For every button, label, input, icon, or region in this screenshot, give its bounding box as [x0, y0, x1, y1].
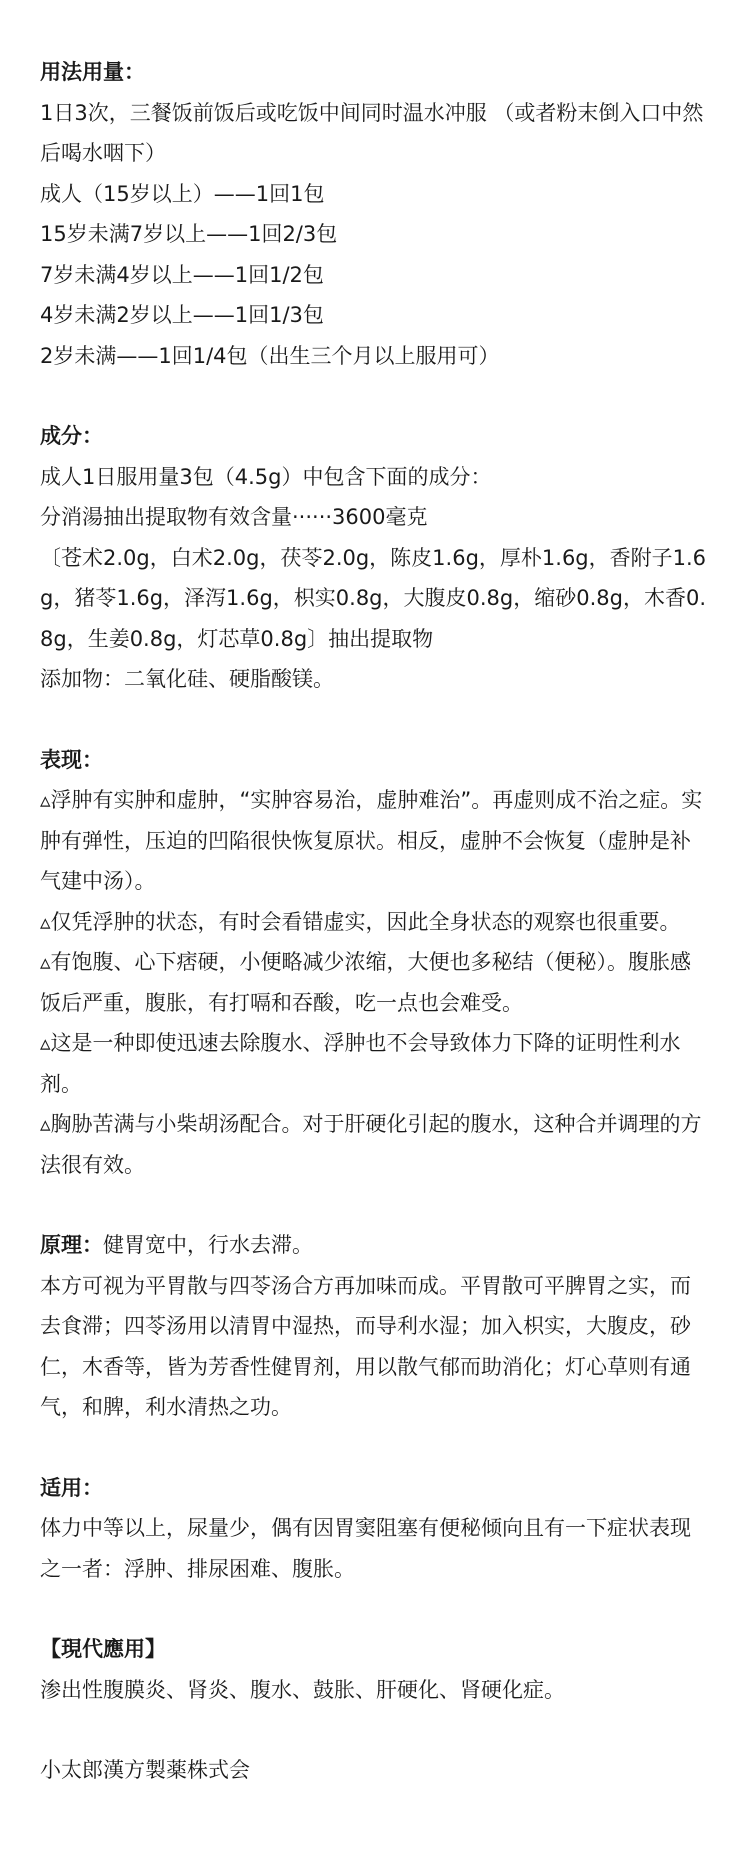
symptoms-section: [40, 740, 710, 1186]
usage-line: 7岁未满4岁以上——1回1/2包: [40, 262, 324, 287]
symptoms-heading: 表现：: [40, 747, 103, 772]
ingredients-section: [40, 416, 710, 700]
principle-heading: 原理：: [40, 1233, 103, 1257]
principle-section: [40, 1225, 710, 1428]
ingredients-line: 成人1日服用量3包（4.5g）中包含下面的成分：: [40, 464, 492, 489]
footer-section: [40, 1750, 710, 1791]
usage-line: 15岁未满7岁以上——1回2/3包: [40, 222, 338, 246]
symptoms-line: ▵仅凭浮肿的状态，有时会看错虚实，因此全身状态的观察也很重要。: [40, 909, 681, 934]
symptoms-line: ▵这是一种即使迅速去除腹水、浮肿也不会导致体力下降的证明性利水剂。: [40, 1031, 681, 1096]
modern-application-heading: 【現代應用】: [40, 1637, 166, 1661]
company-name: 小太郎漢方製薬株式会: [40, 1758, 250, 1782]
symptoms-line: ▵浮肿有实肿和虚肿，“实肿容易治，虚肿难治”。再虚则成不治之症。实肿有弹性，压迫的凹陷很快恢复原状。相反，虚肿不会恢复（虚肿是补气建中汤）。: [40, 788, 703, 893]
ingredients-line: 〔苍术2.0g，白术2.0g，茯苓2.0g，陈皮1.6g，厚朴1.6g，香附子1.6g，猪苓1.6g，泽泻1.6g，枳实0.8g，大腹皮0.8g，缩砂0.8g，木香0.8g，生姜0.8g，灯芯草0.8g〕抽出提取物: [40, 545, 707, 651]
indications-heading: 适用：: [40, 1475, 103, 1500]
usage-line: 1日3次，三餐饭前饭后或吃饭中间同时温水冲服 （或者粉末倒入口中然后喝水咽下）: [40, 100, 704, 165]
usage-line: 2岁未满——1回1/4包（出生三个月以上服用可）: [40, 343, 500, 368]
ingredients-line: 添加物：二氧化硅、硬脂酸镁。: [40, 667, 334, 691]
ingredients-line: 分消湯抽出提取物有效含量······3600毫克: [40, 505, 428, 529]
symptoms-line: ▵有饱腹、心下痞硬，小便略减少浓缩，大便也多秘结（便秘）。腹胀感饭后严重，腹胀，有打嗝和吞酸，吃一点也会难受。: [40, 950, 692, 1015]
indications-line: 体力中等以上，尿量少，偶有因胃窦阻塞有便秘倾向且有一下症状表现之一者：浮肿、排尿困难、腹胀。: [40, 1516, 691, 1581]
usage-line: 成人（15岁以上）——1回1包: [40, 181, 325, 206]
symptoms-line: ▵胸胁苦满与小柴胡汤配合。对于肝硬化引起的腹水，这种合并调理的方法很有效。: [40, 1112, 702, 1177]
ingredients-heading: 成分：: [40, 424, 103, 448]
principle-heading-text: 健胃宽中，行水去滞。: [103, 1233, 313, 1257]
principle-heading-line: [40, 1225, 710, 1266]
modern-application-section: [40, 1629, 710, 1710]
principle-line: 本方可视为平胃散与四苓汤合方再加味而成。平胃散可平脾胃之实，而去食滞；四苓汤用以清胃中湿热，而导利水湿；加入枳实，大腹皮，砂仁，木香等，皆为芳香性健胃剂，用以散气郁而助消化；灯心草则有通气，和脾，利水清热之功。: [40, 1273, 691, 1419]
usage-section: [40, 52, 710, 376]
modern-application-line: 渗出性腹膜炎、肾炎、腹水、鼓胀、肝硬化、肾硬化症。: [40, 1677, 565, 1702]
indications-section: [40, 1468, 710, 1590]
usage-heading: 用法用量：: [40, 60, 145, 84]
usage-line: 4岁未满2岁以上——1回1/3包: [40, 303, 324, 327]
